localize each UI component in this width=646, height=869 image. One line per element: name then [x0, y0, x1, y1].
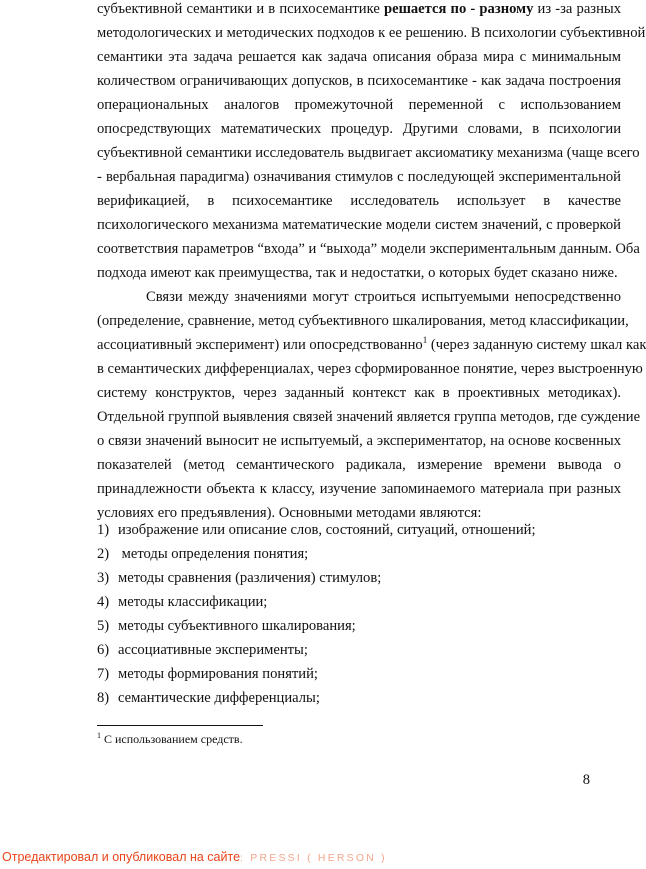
publisher-credit — [2, 848, 387, 867]
paragraph1-line4: количеством ограничивающих допусков, в психосемантике - как задача построения — [97, 73, 621, 89]
list-item-number: 2) — [97, 546, 110, 562]
list-item — [97, 590, 267, 614]
list-item-number: 5) — [97, 618, 110, 634]
list-item — [97, 518, 536, 542]
list-item-number: 4) — [97, 594, 110, 610]
list-item — [97, 662, 318, 686]
list-item — [97, 614, 356, 638]
paragraph2-line1: Связи между значениями могут строиться испытуемыми непосредственно — [146, 289, 621, 305]
list-item-text: методы формирования понятий; — [118, 666, 318, 682]
list-item-number: 1) — [97, 522, 110, 538]
footnote-text: С использованием средств. — [101, 732, 243, 746]
paragraph2-line10: условиях его предъявления). Основными методами являются: — [97, 505, 482, 521]
footnote-divider — [97, 725, 263, 726]
footnote-marker[interactable]: 1 — [422, 335, 428, 346]
bold-phrase: решается по - разному — [383, 1, 534, 17]
paragraph1-line8: - вербальная парадигма) означивания стимулов с последующей экспериментальной — [97, 169, 621, 185]
paragraph1-line10: психологического механизма математические модели систем значений, с проверкой — [97, 217, 621, 233]
paragraph1-line5: операциональных аналогов промежуточной переменной с использованием — [97, 97, 621, 113]
paragraph2-line2: (определение, сравнение, метод субъективного шкалирования, метод классификации, — [97, 313, 629, 329]
list-item-number: 3) — [97, 570, 110, 586]
list-item-text: методы определения понятия; — [118, 546, 309, 562]
list-item-text: методы сравнения (различения) стимулов; — [118, 570, 382, 586]
list-item-text: методы классификации; — [118, 594, 268, 610]
paragraph1-line1 — [97, 0, 621, 21]
credit-text: Отредактировал и опубликовал на сайте — [2, 850, 241, 864]
page-number: 8 — [582, 772, 590, 788]
footnote-mark: 1 — [97, 731, 101, 740]
list-item — [97, 566, 381, 590]
paragraph2-line5: систему конструктов, через заданный контекст как в проективных методиках). — [97, 385, 621, 401]
list-item-text: изображение или описание слов, состояний, ситуаций, отношений; — [118, 522, 536, 538]
footnote — [97, 731, 243, 747]
list-item-number: 7) — [97, 666, 110, 682]
paragraph2-line6: Отдельной группой выявления связей значений является группа методов, где суждение — [97, 409, 641, 425]
list-item-text: семантические дифференциалы; — [118, 690, 320, 706]
paragraph1-line3: семантики эта задача решается как задача описания образа мира с минимальным — [97, 49, 621, 65]
paragraph2-line4: в семантических дифференциалах, через сформированное понятие, через выстроенную — [97, 361, 643, 377]
list-item — [97, 686, 320, 710]
paragraph2-line8: показателей (метод семантического радикала, измерение времени вывода о — [97, 457, 621, 473]
list-item — [97, 542, 308, 566]
credit-site-link[interactable]: : PRESSI ( HERSON ) — [240, 852, 387, 864]
list-item-text: методы субъективного шкалирования; — [118, 618, 356, 634]
text-span: из -за разных — [533, 1, 621, 17]
paragraph2-line9: принадлежности объекта к классу, изучение запоминаемого материала при разных — [97, 481, 621, 497]
paragraph1-line9: верификацией, в психосемантике исследователь использует в качестве — [97, 193, 621, 209]
text-span: ассоциативный эксперимент) или опосредствованно — [97, 337, 423, 353]
list-item-number: 8) — [97, 690, 110, 706]
paragraph2-line7: о связи значений выносит не испытуемый, а экспериментатор, на основе косвенных — [97, 433, 621, 449]
list-item-text: ассоциативные эксперименты; — [118, 642, 308, 658]
text-span: (через заданную систему шкал как — [427, 337, 646, 353]
text-span: субъективной семантики и в психосемантике — [97, 1, 384, 17]
list-item-number: 6) — [97, 642, 110, 658]
list-item — [97, 638, 308, 662]
paragraph1-line6: опосредствующих математических процедур. Другими словами, в психологии — [97, 121, 621, 137]
paragraph1-line2: методологических и методических подходов к ее решению. В психологии субъективной — [97, 25, 646, 41]
paragraph1-line7: субъективной семантики исследователь выдвигает аксиоматику механизма (чаще всего — [97, 145, 640, 161]
paragraph1-line12: подхода имеют как преимущества, так и недостатки, о которых будет сказано ниже. — [97, 265, 618, 281]
paragraph1-line11: соответствия параметров “входа” и “выхода” модели экспериментальным данным. Оба — [97, 241, 640, 257]
paragraph2-line3 — [97, 333, 646, 357]
